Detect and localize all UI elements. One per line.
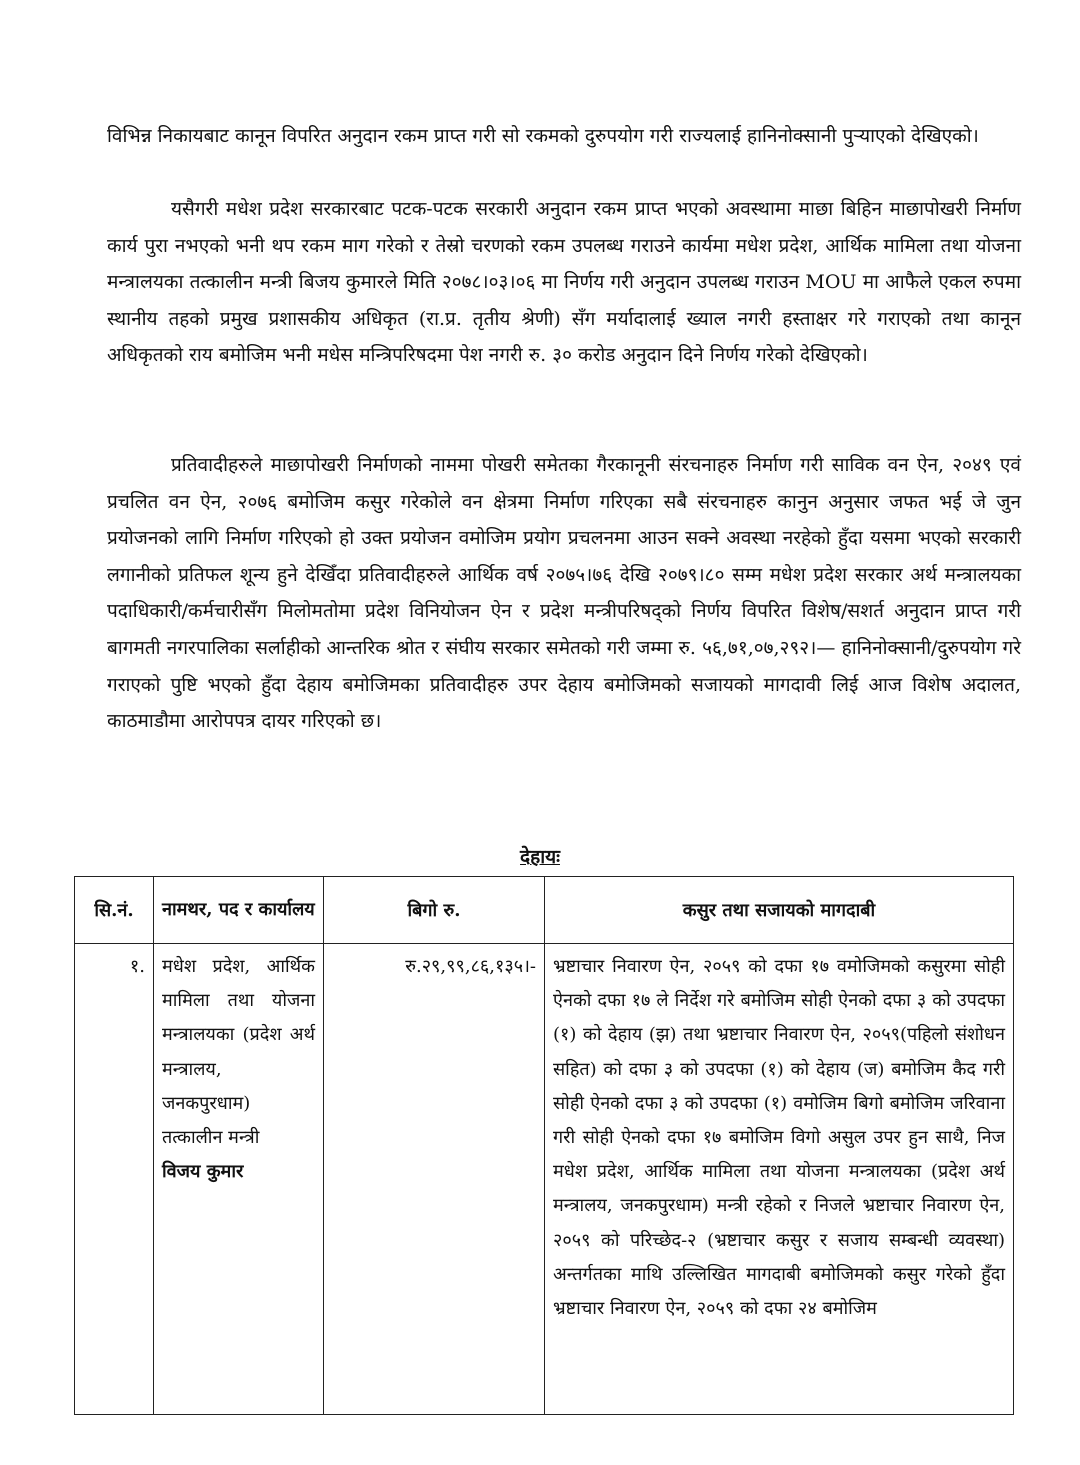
defendants-table: [74, 876, 1014, 1415]
paragraph-2: यसैगरी मधेश प्रदेश सरकारबाट पटक-पटक सरकारी अनुदान रकम प्राप्त भएको अवस्थामा माछा बिहिन माछापोखरी निर्माण कार्य पुरा नभएको भनी थप रकम माग गरेको र तेस्रो चरणको रकम उपलब्ध गराउने कार्यमा मधेश प्रदेश, आर्थिक मामिला तथा योजना मन्त्रालयका तत्कालीन मन्त्री बिजय कुमारले मिति २०७८।०३।०६ मा निर्णय गरी अनुदान उपलब्ध गराउन MOU मा आफैले एकल रुपमा स्थानीय तहको प्रमुख प्रशासकीय अधिकृत (रा.प्र. तृतीय श्रेणी) सँग मर्यादालाई ख्याल नगरी हस्ताक्षर गरे गराएको तथा कानून अधिकृतको राय बमोजिम भनी मधेस मन्त्रिपरिषदमा पेश नगरी रु. ३० करोड अनुदान दिने निर्णय गरेको देखिएको।: [107, 198, 1021, 367]
paragraph-1: विभिन्न निकायबाट कानून विपरित अनुदान रकम प्राप्त गरी सो रकमको दुरुपयोग गरी राज्यलाई हानिनोक्सानी पुऱ्याएको देखिएको।: [107, 125, 979, 147]
cell-bigo-amount: रु.२९,९९,८६,१३५।-: [324, 944, 545, 1415]
table-row: [75, 944, 1014, 1415]
cell-offense-and-penalty: भ्रष्टाचार निवारण ऐन, २०५९ को दफा १७ वमोजिमको कसुरमा सोही ऐनको दफा १७ ले निर्देश गरे बमोजिम सोही ऐनको दफा ३ को उपदफा (१) को देहाय (झ) तथा भ्रष्टाचार निवारण ऐन, २०५९(पहिलो संशोधन सहित) को दफा ३ को उपदफा (१) को देहाय (ज) बमोजिम कैद गरी सोही ऐनको दफा ३ को उपदफा (१) वमोजिम बिगो बमोजिम जरिवाना गरी सोही ऐनको दफा १७ बमोजिम विगो असुल उपर हुन साथै, निज मधेश प्रदेश, आर्थिक मामिला तथा योजना मन्त्रालयका (प्रदेश अर्थ मन्त्रालय, जनकपुरधाम) मन्त्री रहेको र निजले भ्रष्टाचार निवारण ऐन, २०५९ को परिच्छेद-२ (भ्रष्टाचार कसुर र सजाय सम्बन्धी व्यवस्था) अन्तर्गतका माथि उल्लिखित मागदाबी बमोजिमको कसुर गरेको हुँदा भ्रष्टाचार निवारण ऐन, २०५९ को दफा २४ बमोजिम: [545, 944, 1014, 1415]
defendant-post: मधेश प्रदेश, आर्थिक मामिला तथा योजना मन्त्रालयका (प्रदेश अर्थ मन्त्रालय, जनकपुरधाम) तत्कालीन मन्त्री: [162, 956, 315, 1149]
defendant-name: विजय कुमार: [162, 1161, 244, 1183]
header-serial-number: सि.नं.: [75, 877, 154, 944]
cell-serial-number: १.: [75, 944, 154, 1415]
table-heading: देहायः: [520, 846, 560, 868]
cell-name-post-office: [154, 944, 324, 1415]
header-bigo-amount: बिगो रु.: [324, 877, 545, 944]
header-offense-and-penalty: कसुर तथा सजायको मागदाबी: [545, 877, 1014, 944]
paragraph-3: प्रतिवादीहरुले माछापोखरी निर्माणको नाममा पोखरी समेतका गैरकानूनी संरचनाहरु निर्माण गरी साविक वन ऐन, २०४९ एवं प्रचलित वन ऐन, २०७६ बमोजिम कसुर गरेकोले वन क्षेत्रमा निर्माण गरिएका सबै संरचनाहरु कानुन अनुसार जफत भई जे जुन प्रयोजनको लागि निर्माण गरिएको हो उक्त प्रयोजन वमोजिम प्रयोग प्रचलनमा आउन सक्ने अवस्था नरहेको हुँदा यसमा भएको सरकारी लगानीको प्रतिफल शून्य हुने देखिँदा प्रतिवादीहरुले आर्थिक वर्ष २०७५।७६ देखि २०७९।८० सम्म मधेश प्रदेश सरकार अर्थ मन्त्रालयका पदाधिकारी/कर्मचारीसँग मिलोमतोमा प्रदेश विनियोजन ऐन र प्रदेश मन्त्रीपरिषद्को निर्णय विपरित विशेष/सशर्त अनुदान प्राप्त गरी बागमती नगरपालिका सर्लाहीको आन्तरिक श्रोत र संघीय सरकार समेतको गरी जम्मा रु. ५६,७१,०७,२९२।— हानिनोक्सानी/दुरुपयोग गरे गराएको पुष्टि भएको हुँदा देहाय बमोजिमका प्रतिवादीहरु उपर देहाय बमोजिमको सजायको मागदावी लिई आज विशेष अदालत, काठमाडौमा आरोपपत्र दायर गरिएको छ।: [107, 454, 1021, 733]
header-name-post-office: नामथर, पद र कार्यालय: [154, 877, 324, 944]
table-header-row: [75, 877, 1014, 944]
